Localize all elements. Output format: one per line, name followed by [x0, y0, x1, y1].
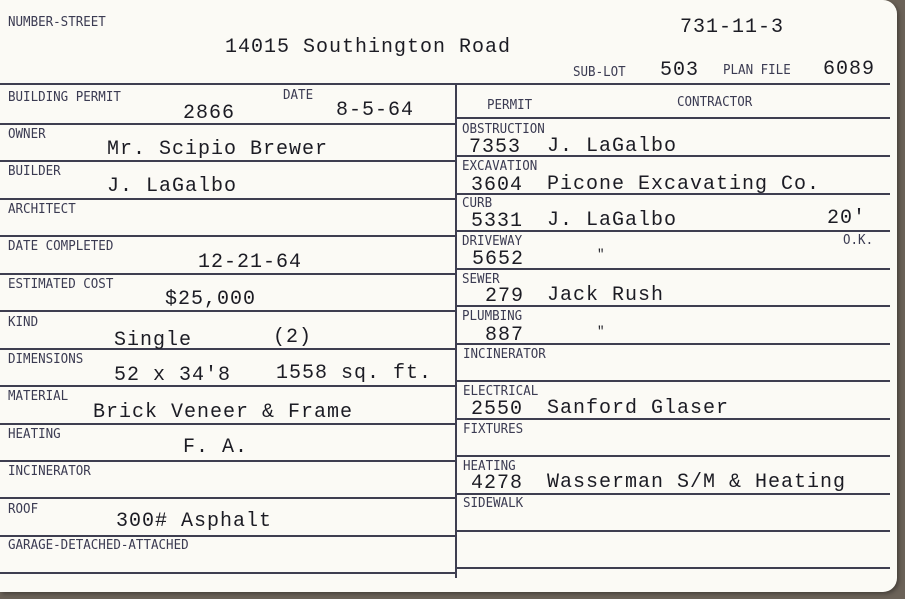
electrical-label: ELECTRICAL	[463, 382, 539, 399]
incinerator-label: INCINERATOR	[8, 462, 91, 479]
date-completed-label: DATE COMPLETED	[8, 237, 114, 254]
excavation-permit: 3604	[471, 174, 524, 197]
obstruction-permit: 7353	[469, 136, 522, 159]
contractor-header: CONTRACTOR	[677, 93, 753, 110]
architect-label: ARCHITECT	[8, 200, 76, 217]
garage-label: GARAGE-DETACHED-ATTACHED	[8, 536, 189, 553]
sewer-label: SEWER	[462, 270, 500, 287]
driveway-label: DRIVEWAY	[462, 232, 523, 249]
rule	[455, 380, 890, 382]
estimated-cost-label: ESTIMATED COST	[8, 275, 114, 292]
date-completed-value: 12-21-64	[198, 251, 303, 274]
date-value: 8-5-64	[336, 99, 415, 122]
obstruction-contractor: J. LaGalbo	[547, 135, 678, 158]
owner-label: OWNER	[8, 125, 46, 142]
rule	[455, 117, 890, 119]
incinerator-permit-label: INCINERATOR	[463, 345, 546, 362]
plan-file-label: PLAN FILE	[723, 61, 791, 78]
electrical-contractor: Sanford Glaser	[547, 397, 730, 420]
rule	[0, 198, 455, 200]
rule	[0, 572, 455, 574]
plan-file-value: 6089	[823, 58, 876, 81]
curb-permit: 5331	[471, 210, 524, 233]
excavation-label: EXCAVATION	[462, 157, 538, 174]
dimensions-label: DIMENSIONS	[8, 350, 84, 367]
plumbing-permit: 887	[485, 324, 525, 347]
roof-label: ROOF	[8, 500, 39, 517]
rule	[0, 348, 455, 350]
permit-header: PERMIT	[487, 96, 533, 113]
rule	[0, 235, 455, 237]
sidewalk-label: SIDEWALK	[463, 494, 524, 511]
sub-lot-label: SUB-LOT	[573, 63, 626, 80]
kind-value: Single	[114, 329, 193, 352]
obstruction-label: OBSTRUCTION	[462, 120, 545, 137]
plumbing-ditto: "	[597, 325, 606, 339]
builder-label: BUILDER	[8, 162, 61, 179]
builder-value: J. LaGalbo	[107, 175, 238, 198]
rule	[455, 567, 890, 569]
material-label: MATERIAL	[8, 387, 69, 404]
curb-label: CURB	[462, 194, 493, 211]
address: 14015 Southington Road	[225, 36, 512, 59]
rule	[0, 497, 455, 499]
heating-permit: 4278	[471, 472, 524, 495]
material-value: Brick Veneer & Frame	[93, 401, 354, 424]
heating-permit-label: HEATING	[463, 457, 516, 474]
driveway-ditto: "	[597, 248, 606, 262]
header-rule	[0, 83, 890, 85]
rule	[0, 460, 455, 462]
building-permit-label: BUILDING PERMIT	[8, 88, 121, 105]
heating-contractor: Wasserman S/M & Heating	[547, 471, 847, 494]
estimated-cost-value: $25,000	[165, 288, 257, 311]
kind-count: (2)	[273, 326, 313, 349]
curb-length: 20'	[827, 207, 867, 230]
date-label: DATE	[283, 86, 314, 103]
building-permit-value: 2866	[183, 102, 236, 125]
fixtures-label: FIXTURES	[463, 420, 524, 437]
sub-lot-value: 503	[660, 59, 700, 82]
sewer-permit: 279	[485, 285, 525, 308]
card-number: 731-11-3	[680, 16, 785, 39]
curb-contractor: J. LaGalbo	[547, 209, 678, 232]
area-value: 1558 sq. ft.	[276, 362, 433, 385]
heating-value: F. A.	[183, 436, 249, 459]
plumbing-label: PLUMBING	[462, 307, 523, 324]
rule	[455, 530, 890, 532]
center-divider	[455, 83, 457, 578]
rule	[455, 455, 890, 457]
sewer-contractor: Jack Rush	[547, 284, 665, 307]
electrical-permit: 2550	[471, 398, 524, 421]
roof-value: 300# Asphalt	[116, 510, 273, 533]
ok-note: O.K.	[843, 231, 874, 248]
kind-label: KIND	[8, 313, 39, 330]
heating-label: HEATING	[8, 425, 61, 442]
dimensions-value: 52 x 34'8	[114, 364, 232, 387]
driveway-permit: 5652	[472, 248, 525, 271]
excavation-contractor: Picone Excavating Co.	[547, 173, 821, 196]
number-street-label: NUMBER-STREET	[8, 13, 106, 30]
owner-value: Mr. Scipio Brewer	[107, 138, 329, 161]
